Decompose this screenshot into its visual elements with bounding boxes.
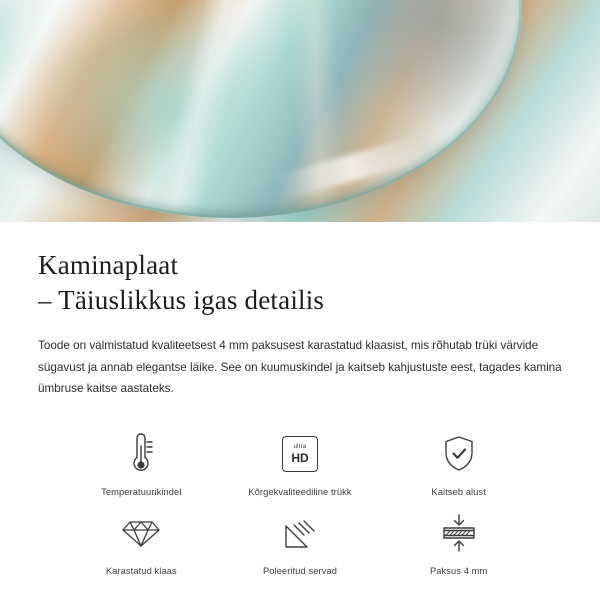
ultra-hd-top-text: ultra	[293, 443, 307, 451]
thermometer-icon	[121, 430, 161, 478]
hero-image	[0, 0, 600, 222]
feature-label: Karastatud klaas	[105, 566, 177, 577]
feature-item-surface-protection	[379, 430, 538, 497]
feature-item-thickness	[379, 509, 538, 576]
feature-label: Poleeritud servad	[262, 566, 338, 577]
title-line-2: – Täiuslikkus igas detailis	[38, 284, 325, 315]
feature-item-tempered-glass	[62, 509, 221, 576]
feature-item-temperature	[62, 430, 221, 497]
title-line-1: Kaminaplaat	[38, 250, 179, 280]
feature-label: Paksus 4 mm	[429, 566, 488, 577]
page-title	[38, 248, 562, 317]
content-block	[0, 222, 600, 576]
ultra-hd-bottom-text: HD	[291, 450, 309, 465]
ultra-hd-icon	[282, 430, 318, 478]
feature-item-print-quality	[221, 430, 380, 497]
glass-slab-shape	[0, 0, 522, 218]
feature-label: Kõrgekvaliteediline trükk	[248, 487, 352, 498]
thickness-arrows-icon	[437, 509, 481, 557]
feature-label: Kaitseb alust	[431, 487, 486, 498]
feature-item-polished-edges	[221, 509, 380, 576]
polished-edges-icon	[280, 509, 320, 557]
product-description: Toode on valmistatud kvaliteetsest 4 mm paksusest karastatud klaasist, mis rõhutab trüki värvide sügavust ja annab elegantse läike. See on kuumuskindel ja kaitseb kahjustuste eest, tagades kamina ümbruse kaitse aastateks.	[38, 339, 562, 396]
shield-check-icon	[439, 430, 479, 478]
feature-grid	[38, 430, 562, 576]
diamond-icon	[120, 509, 162, 557]
feature-label: Temperatuurikindel	[101, 487, 182, 498]
